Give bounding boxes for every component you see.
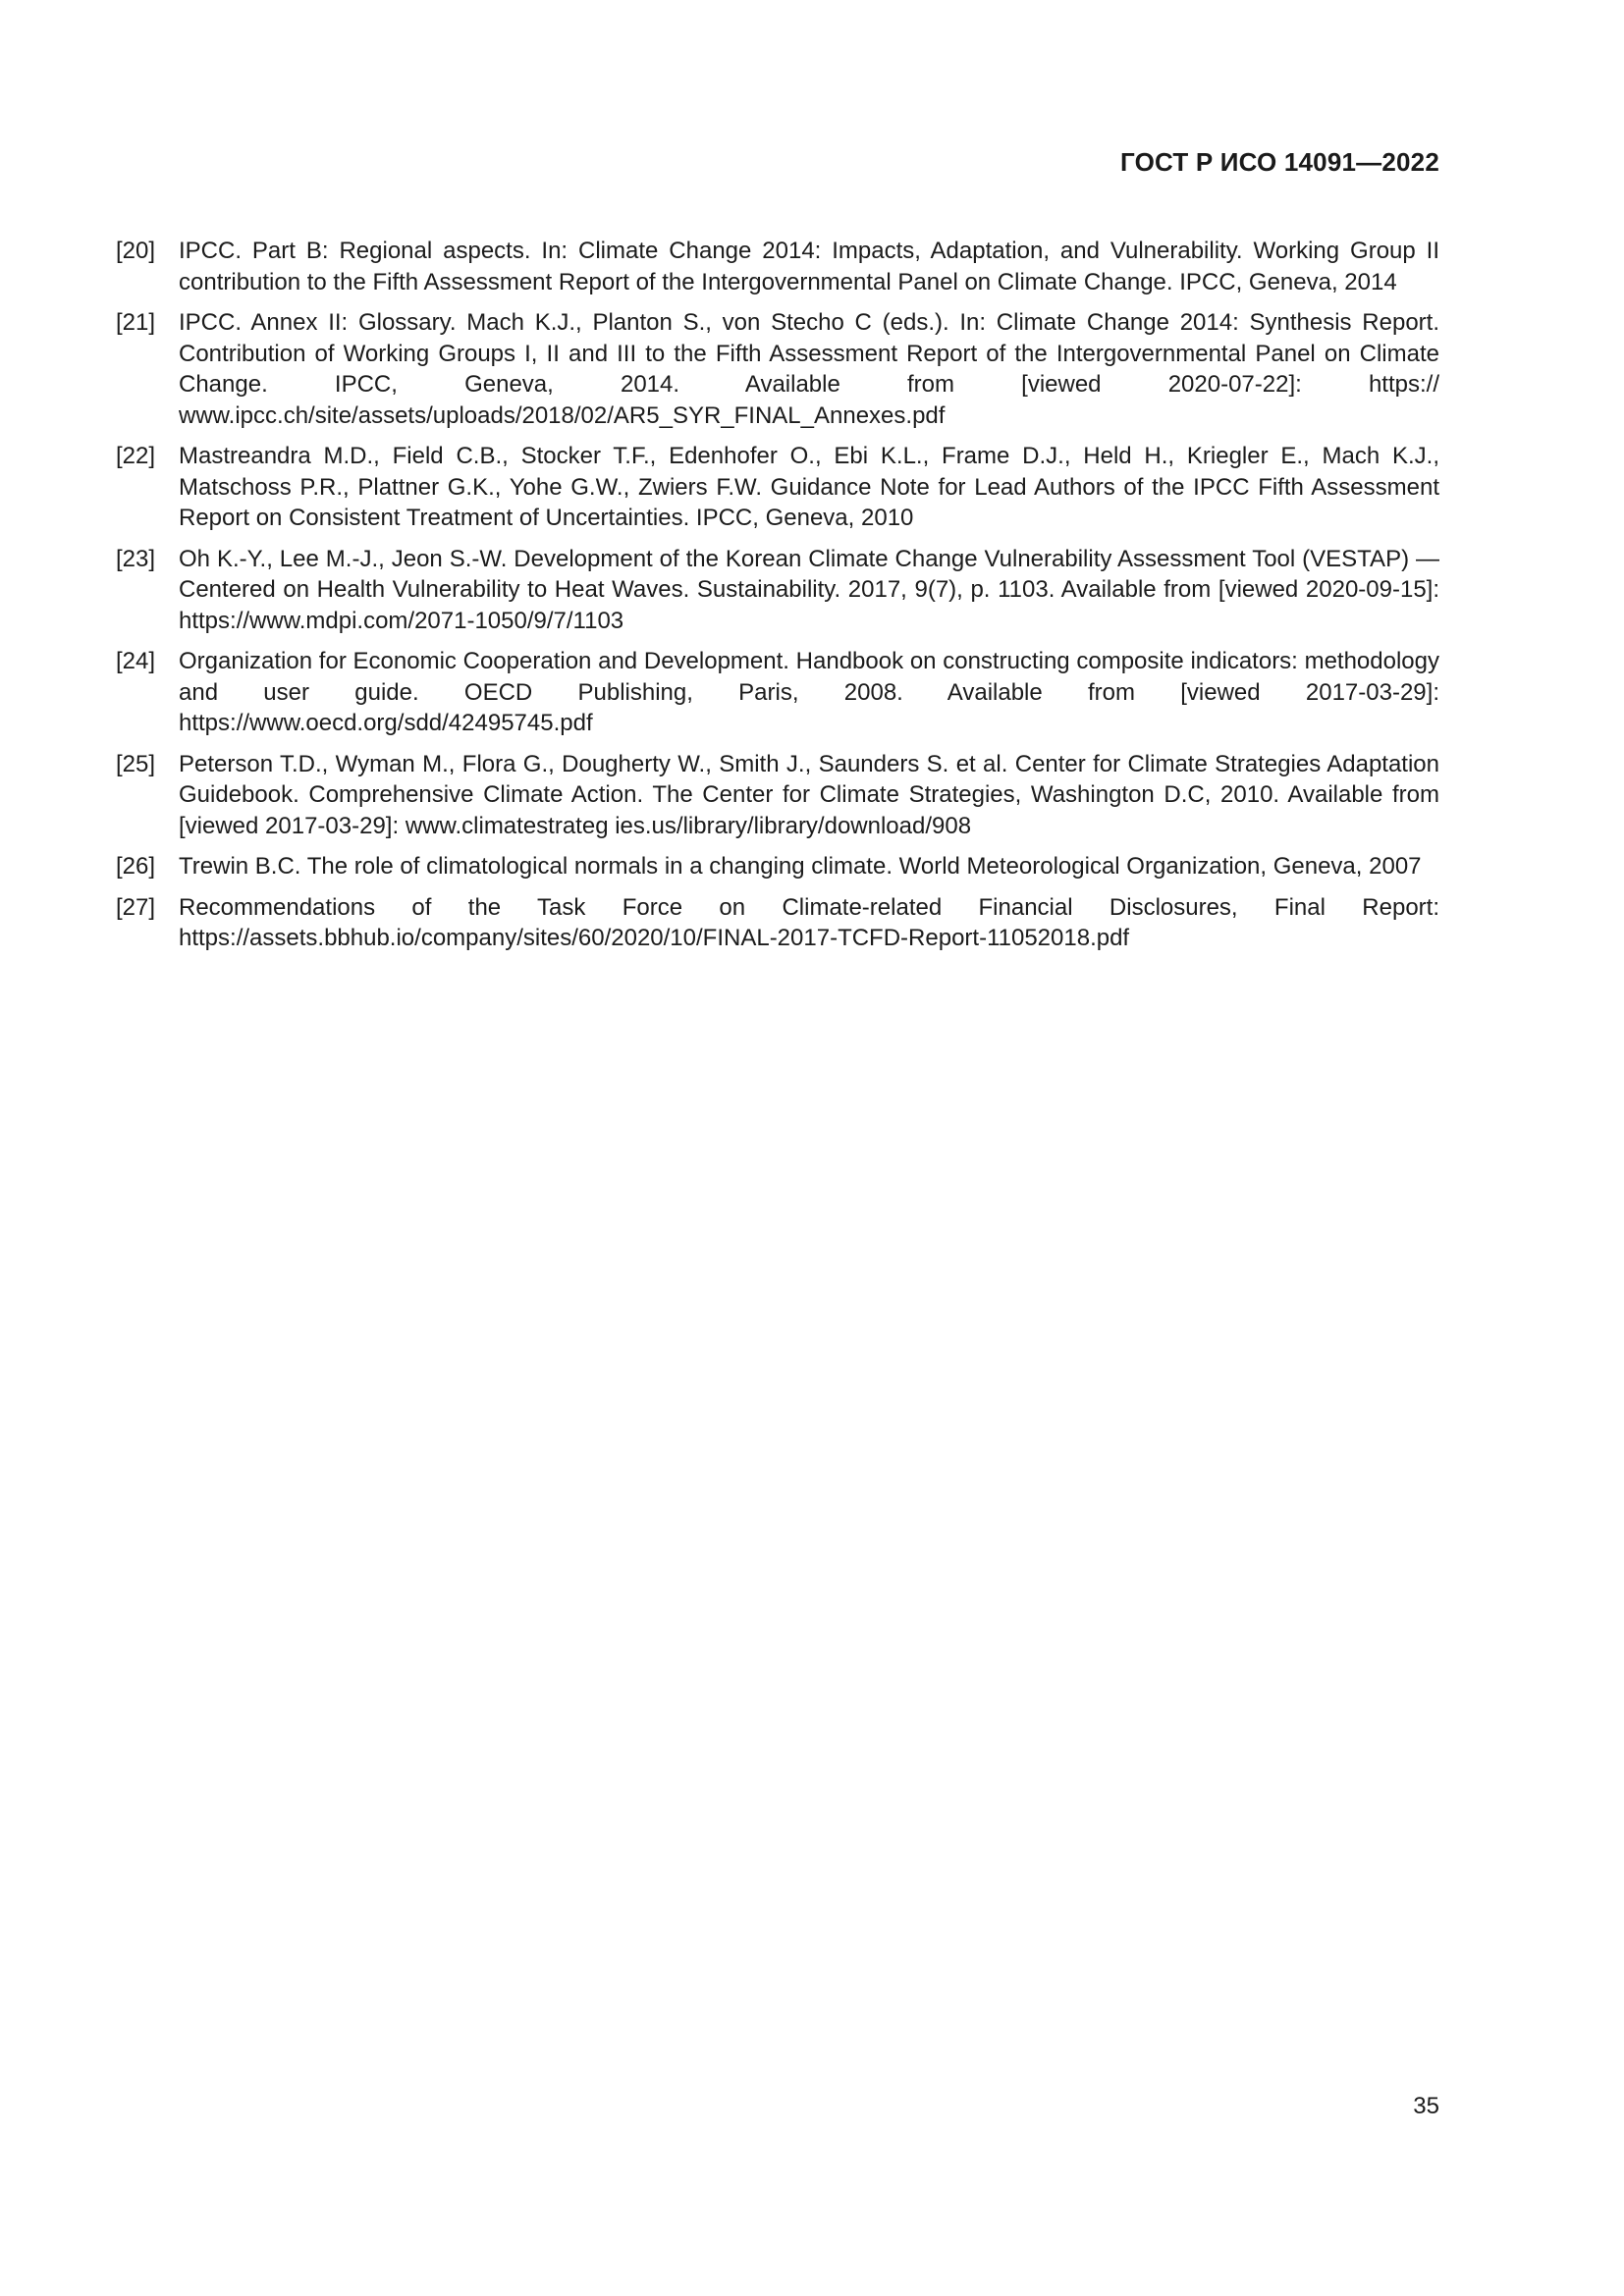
reference-number: [24] xyxy=(116,648,156,674)
reference-text: Mastreandra M.D., Field C.B., Stocker T.F., Edenhofer O., Ebi K.L., Frame D.J., Held H., Kriegler E., Mach K.J., Matschoss P.R., Plattner G.K., Yohe G.W., Zwiers F.W. Guidance Note for Lead Authors of the IPCC Fifth Assessment Report on Consistent Treatment of Uncertainties. IPCC, Geneva, 2010 xyxy=(179,443,1439,531)
reference-item-22 xyxy=(116,441,1439,534)
reference-number: [26] xyxy=(116,853,156,880)
reference-text: Trewin B.C. The role of climatological normals in a changing climate. World Meteorological Organization, Geneva, 2007 xyxy=(179,853,1422,880)
reference-number: [22] xyxy=(116,443,156,469)
reference-text: Peterson T.D., Wyman M., Flora G., Dougherty W., Smith J., Saunders S. et al. Center for Climate Strategies Adaptation Guidebook. Comprehensive Climate Action. The Center for Climate Strategies, Washington D.C, 2010. Available from [viewed 2017-03-29]: www.climatestrateg ies.us/library/library/download/908 xyxy=(179,750,1439,839)
reference-item-24 xyxy=(116,646,1439,739)
reference-number: [20] xyxy=(116,238,156,264)
page-header-standard: ГОСТ Р ИСО 14091—2022 xyxy=(1119,147,1439,177)
reference-text: IPCC. Annex II: Glossary. Mach K.J., Planton S., von Stecho C (eds.). In: Climate Change 2014: Synthesis Report. Contribution of Working Groups I, II and III to the Fifth Assessment Report of the Intergovernmental Panel on Climate Change. IPCC, Geneva, 2014. Available from [viewed 2020-07-22]: https:// www.ipcc.ch/site/assets/uploads/2018/02/AR5_SYR_FINAL_Annexes.pdf xyxy=(179,309,1439,429)
reference-text: Recommendations of the Task Force on Climate-related Financial Disclosures, Final Report: https://assets.bbhub.io/company/sites/60/2020/10/FINAL-2017-TCFD-Report-11052018.pdf xyxy=(179,893,1439,951)
bibliography-list xyxy=(116,236,1439,964)
reference-number: [23] xyxy=(116,545,156,572)
reference-text: Organization for Economic Cooperation and Development. Handbook on constructing composite indicators: methodology and user guide. OECD Publishing, Paris, 2008. Available from [viewed 2017-03-29]: https://www.oecd.org/sdd/42495745.pdf xyxy=(179,648,1439,736)
page-number: 35 xyxy=(1413,2093,1439,2119)
reference-number: [25] xyxy=(116,750,156,777)
reference-item-21 xyxy=(116,307,1439,431)
reference-item-25 xyxy=(116,749,1439,842)
reference-text: Oh K.-Y., Lee M.-J., Jeon S.-W. Development of the Korean Climate Change Vulnerability Assessment Tool (VESTAP) — Centered on Health Vulnerability to Heat Waves. Sustainability. 2017, 9(7), p. 1103. Available from [viewed 2020-09-15]: https://www.mdpi.com/2071-1050/9/7/1103 xyxy=(179,545,1439,634)
reference-number: [21] xyxy=(116,309,156,336)
reference-item-20 xyxy=(116,236,1439,297)
reference-item-27 xyxy=(116,892,1439,954)
reference-text: IPCC. Part B: Regional aspects. In: Climate Change 2014: Impacts, Adaptation, and Vulnerability. Working Group II contribution to the Fifth Assessment Report of the Intergovernmental Panel on Climate Change. IPCC, Geneva, 2014 xyxy=(179,238,1439,295)
reference-item-23 xyxy=(116,544,1439,637)
reference-item-26 xyxy=(116,851,1439,882)
reference-number: [27] xyxy=(116,893,156,921)
